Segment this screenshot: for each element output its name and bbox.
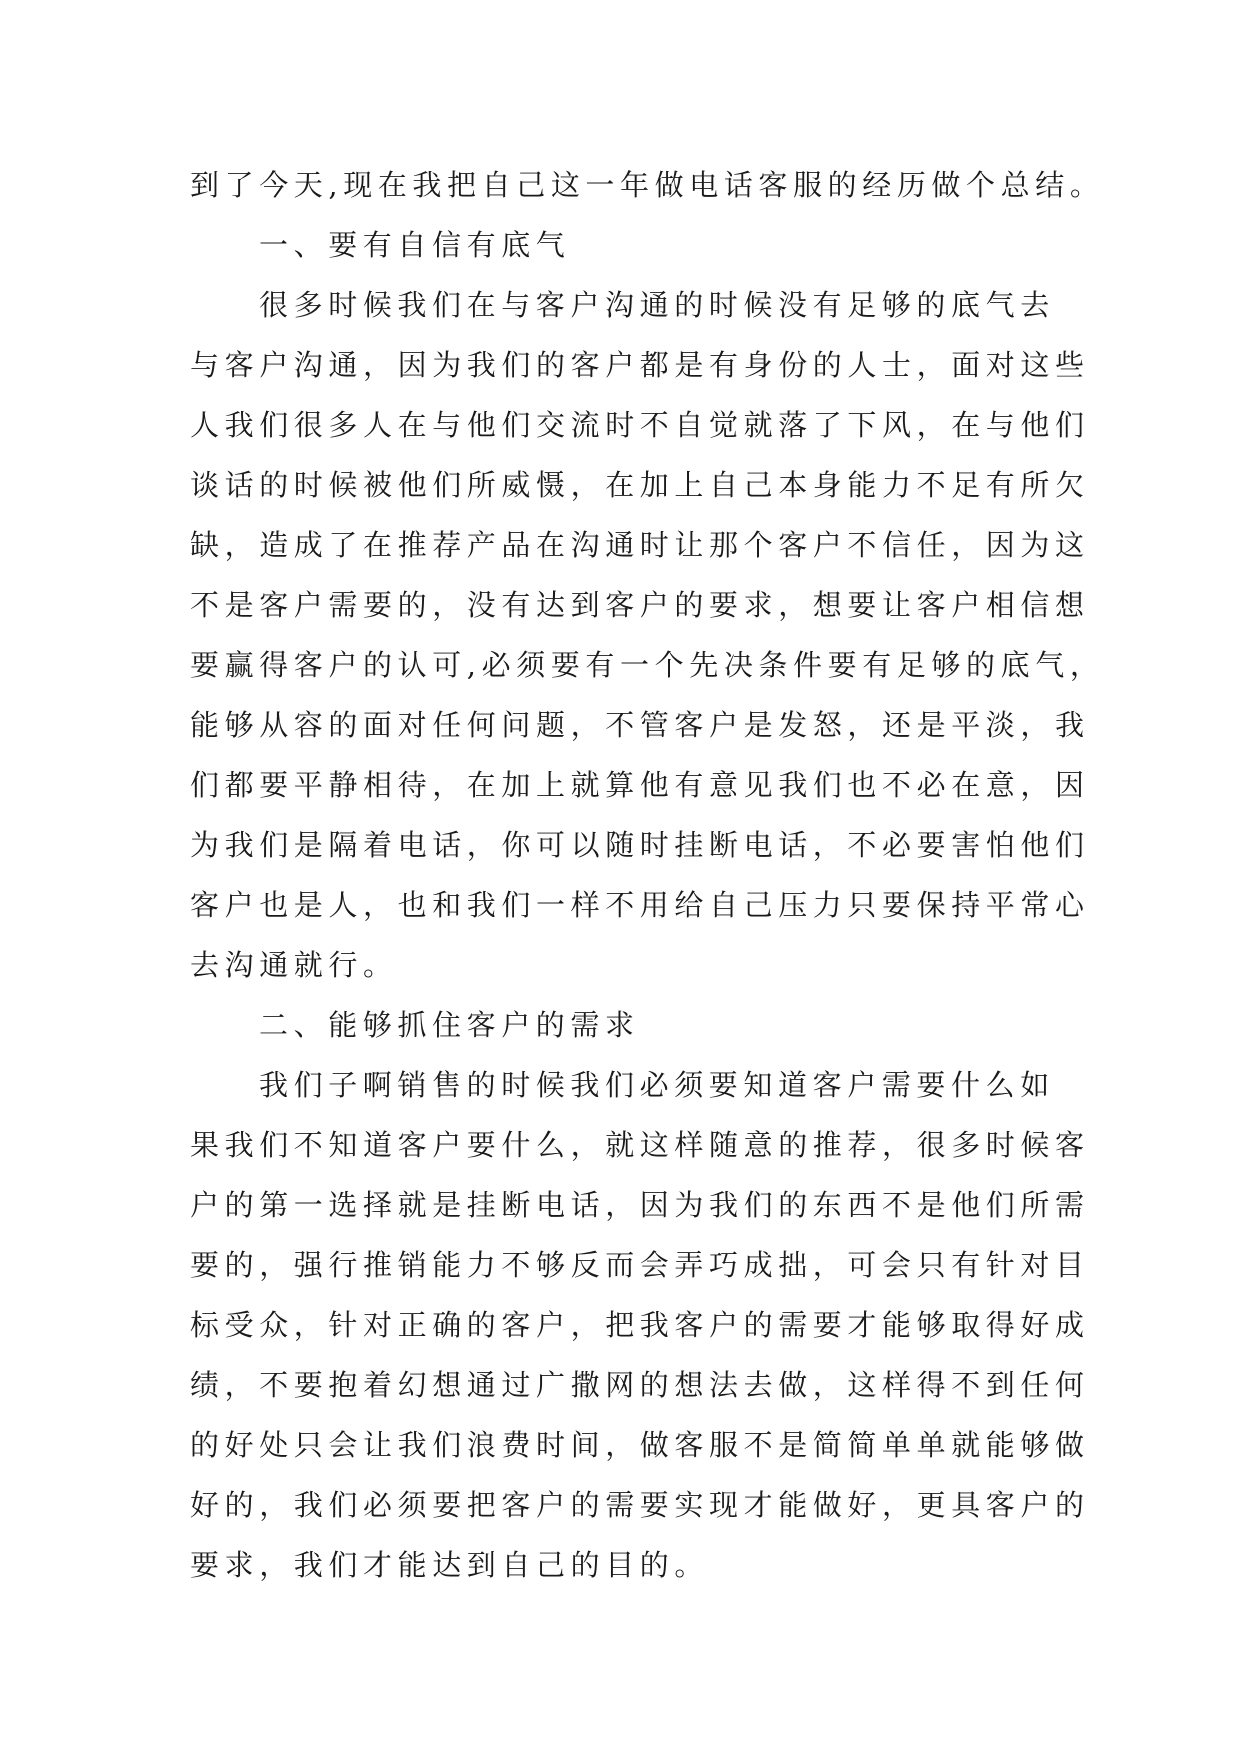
text-line: 我们子啊销售的时候我们必须要知道客户需要什么如 (259, 1068, 1055, 1102)
text-line: 要赢得客户的认可,必须要有一个先决条件要有足够的底气， (190, 648, 1105, 682)
text-line: 与客户沟通，因为我们的客户都是有身份的人士，面对这些 (190, 348, 1090, 382)
text-line: 要的，强行推销能力不够反而会弄巧成拙，可会只有针对目 (190, 1248, 1090, 1282)
text-line: 客户也是人，也和我们一样不用给自己压力只要保持平常心 (190, 888, 1090, 922)
text-line: 好的，我们必须要把客户的需要实现才能做好，更具客户的 (190, 1488, 1090, 1522)
text-line: 为我们是隔着电话，你可以随时挂断电话，不必要害怕他们 (190, 828, 1090, 862)
text-line: 的好处只会让我们浪费时间，做客服不是简简单单就能够做 (190, 1428, 1090, 1462)
text-line: 到了今天,现在我把自己这一年做电话客服的经历做个总结。 (190, 168, 1105, 202)
text-line: 果我们不知道客户要什么，就这样随意的推荐，很多时候客 (190, 1128, 1090, 1162)
text-line: 去沟通就行。 (190, 948, 398, 982)
text-line: 谈话的时候被他们所威慑，在加上自己本身能力不足有所欠 (190, 468, 1090, 502)
text-line: 要求，我们才能达到自己的目的。 (190, 1548, 710, 1582)
text-line: 绩，不要抱着幻想通过广撒网的想法去做，这样得不到任何 (190, 1368, 1090, 1402)
text-line: 不是客户需要的，没有达到客户的要求，想要让客户相信想 (190, 588, 1090, 622)
text-line: 缺，造成了在推荐产品在沟通时让那个客户不信任，因为这 (190, 528, 1090, 562)
section-heading-2: 二、能够抓住客户的需求 (259, 1008, 640, 1042)
text-line: 们都要平静相待，在加上就算他有意见我们也不必在意，因 (190, 768, 1090, 802)
body-text (190, 155, 1105, 1595)
text-line: 能够从容的面对任何问题，不管客户是发怒，还是平淡，我 (190, 708, 1090, 742)
text-line: 标受众，针对正确的客户，把我客户的需要才能够取得好成 (190, 1308, 1090, 1342)
text-line: 很多时候我们在与客户沟通的时候没有足够的底气去 (259, 288, 1055, 322)
text-line: 户的第一选择就是挂断电话，因为我们的东西不是他们所需 (190, 1188, 1090, 1222)
text-line: 人我们很多人在与他们交流时不自觉就落了下风，在与他们 (190, 408, 1090, 442)
section-heading-1: 一、要有自信有底气 (259, 228, 571, 262)
